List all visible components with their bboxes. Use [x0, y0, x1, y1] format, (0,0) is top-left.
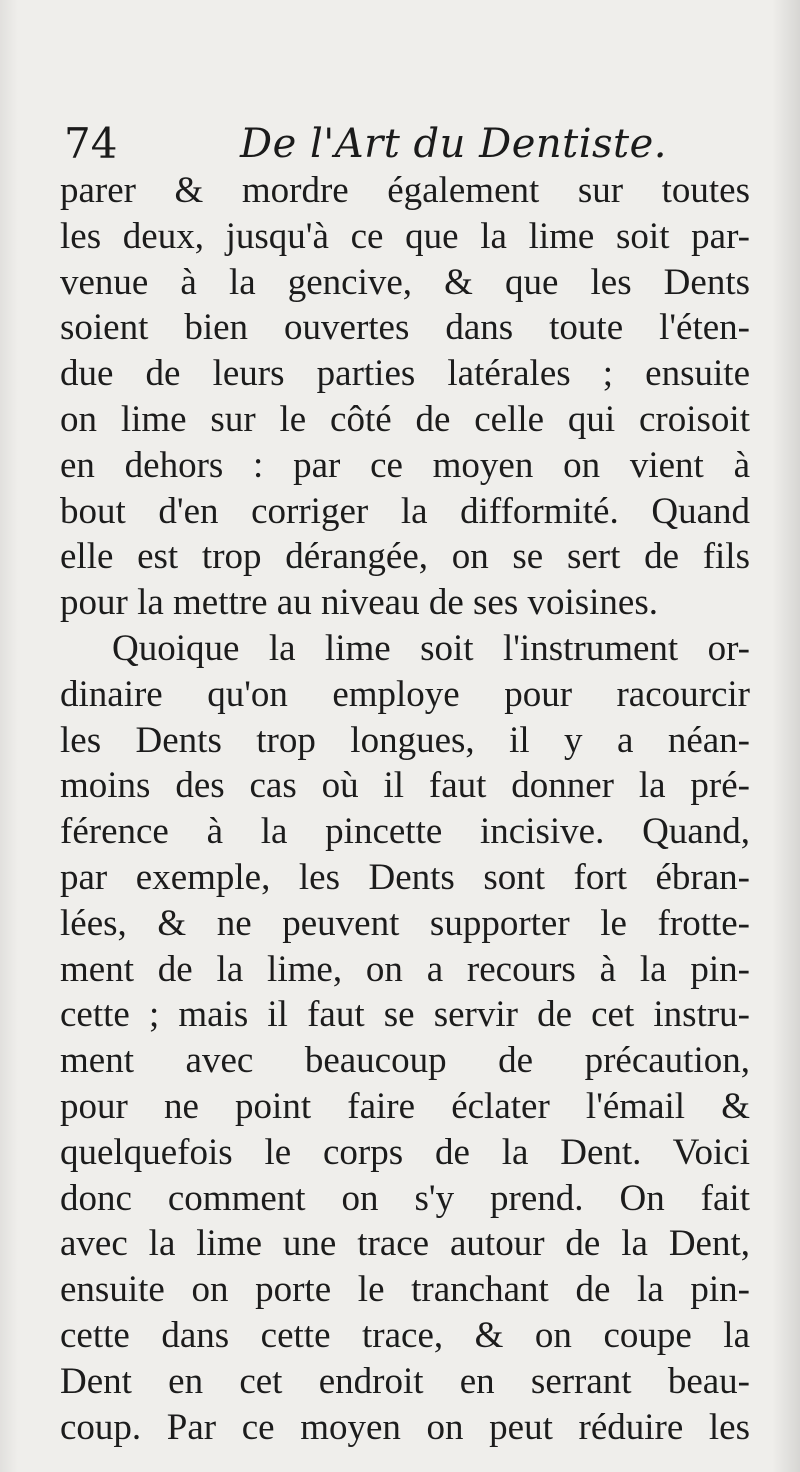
text-line: donc comment on s'y prend. On fait — [60, 1177, 750, 1219]
text-line: pour ne point faire éclater l'émail & — [60, 1085, 750, 1127]
text-line: Dent en cet endroit en serrant beau- — [60, 1360, 750, 1402]
page-number: 74 — [64, 119, 118, 168]
text-line: par exemple, les Dents sont fort ébran- — [60, 856, 750, 898]
running-header — [64, 114, 764, 174]
text-line: ensuite on porte le tranchant de la pin- — [60, 1269, 750, 1311]
text-line: coup. Par ce moyen on peut réduire les — [60, 1406, 750, 1448]
text-line: on lime sur le côté de celle qui croisoit — [60, 398, 750, 440]
text-line: moins des cas où il faut donner la pré- — [60, 765, 750, 807]
text-line: venue à la gencive, & que les Dents — [60, 261, 750, 303]
text-line: ment avec beaucoup de précaution, — [60, 1040, 750, 1082]
text-line: ment de la lime, on a recours à la pin- — [60, 948, 750, 990]
page-edge-shadow-right — [772, 0, 800, 1472]
text-line: avec la lime une trace autour de la Dent, — [60, 1223, 750, 1265]
text-line: les deux, jusqu'à ce que la lime soit par- — [60, 215, 750, 257]
text-line: soient bien ouvertes dans toute l'éten- — [60, 307, 750, 349]
text-line: en dehors : par ce moyen on vient à — [60, 444, 750, 486]
text-line: les Dents trop longues, il y a néan- — [60, 719, 750, 761]
text-line: parer & mordre également sur toutes — [60, 170, 750, 211]
running-title: De l'Art du Dentiste. — [240, 121, 667, 167]
text-line: cette ; mais il faut se servir de cet instru- — [60, 994, 750, 1036]
text-line: Quoique la lime soit l'instrument or- — [112, 627, 750, 669]
text-line: quelquefois le corps de la Dent. Voici — [60, 1131, 750, 1173]
text-line: bout d'en corriger la difformité. Quand — [60, 490, 750, 532]
text-line: férence à la pincette incisive. Quand, — [60, 811, 750, 853]
body-text — [60, 168, 750, 1450]
page-edge-shadow-left — [0, 0, 18, 1472]
text-line: lées, & ne peuvent supporter le frotte- — [60, 902, 750, 944]
text-line: due de leurs parties latérales ; ensuite — [60, 353, 750, 395]
text-line: elle est trop dérangée, on se sert de fils — [60, 536, 750, 578]
text-line: dinaire qu'on employe pour racourcir — [60, 673, 750, 715]
text-line: pour la mettre au niveau de ses voisines. — [60, 582, 658, 624]
text-line: cette dans cette trace, & on coupe la — [60, 1314, 750, 1356]
